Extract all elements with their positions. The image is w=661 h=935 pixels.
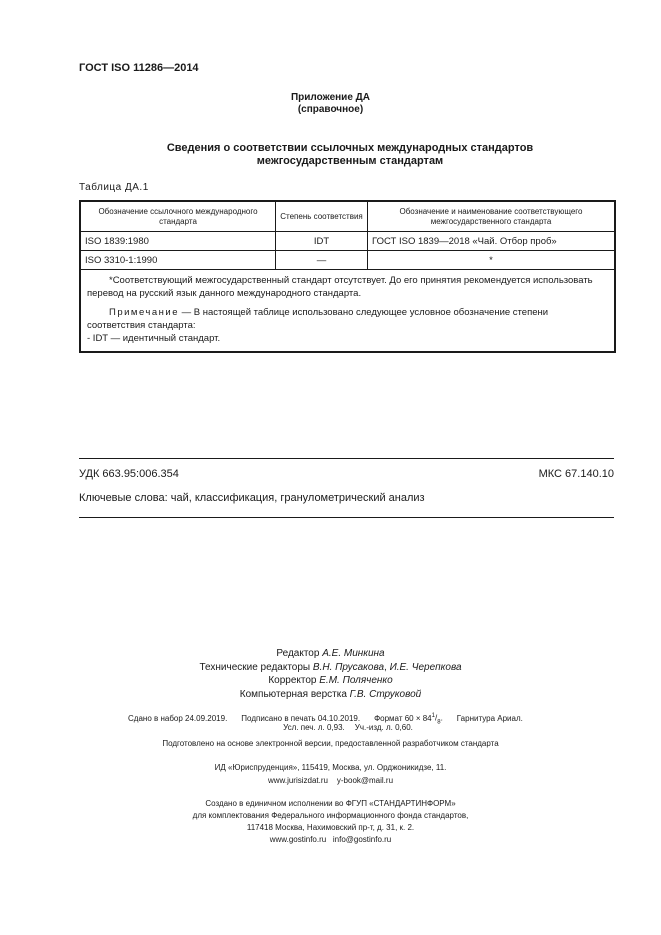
cell-interstate: * [368,251,615,270]
table-notes [81,270,615,352]
note-item: - IDT — идентичный стандарт. [87,333,221,344]
appendix-title: Приложение ДА [290,92,371,103]
table-note [87,306,608,332]
table-row [81,251,615,270]
cell-interstate: ГОСТ ISO 1839—2018 «Чай. Отбор проб» [368,232,615,251]
cell-reference: ISO 1839:1980 [81,232,276,251]
cell-degree: IDT [276,232,368,251]
cell-degree: — [276,251,368,270]
divider-bottom [79,517,614,518]
standartinform-contacts [0,834,661,846]
section-title-line-2: межгосударственным стандартам [256,155,444,167]
table-notes-row [81,270,615,352]
table-row [81,232,615,251]
table-header-row [81,202,615,232]
cell-reference: ISO 3310-1:1990 [81,251,276,270]
editor-line: Редактор А.Е. Минкина [276,648,385,659]
table-caption: Таблица ДА.1 [79,182,149,193]
tech-editors-line: Технические редакторы В.Н. Прусакова, И.Е. Черепкова [199,661,462,673]
appendix-subtitle: (справочное) [297,104,364,115]
publisher-site-link[interactable]: www.jurisizdat.ru [267,776,328,785]
section-title [120,142,580,168]
note-text: — В настоящей таблице использовано следующее условное обозначение степени соответствия стандарта: [87,307,549,331]
publication-info-line-2 [128,723,568,732]
pub-sheets: Уч.-изд. л. 0,60. [354,723,413,732]
created-line-1: Создано в единичном исполнении во ФГУП «СТАНДАРТИНФОРМ» [205,799,456,808]
udc-code: УДК 663.95:006.354 [79,468,179,480]
header-interstate-standard: Обозначение и наименование соответствующего межгосударственного стандарта [368,202,615,232]
format: Формат $60 \times 84^1/_8$. [374,713,443,726]
standartinform-address: 117418 Москва, Нахимовский пр-т, д. 31, к. 2. [246,823,415,832]
section-title-line-1: Сведения о соответствии ссылочных международных стандартов [166,142,534,154]
layout-line: Компьютерная верстка Г.В. Струковой [239,688,422,700]
publisher-contacts [0,775,661,787]
gostinfo-email-link[interactable]: info@gostinfo.ru [332,835,392,844]
signed-to-print: Подписано в печать 04.10.2019. [241,713,361,723]
table-footnote: *Соответствующий межгосударственный стандарт отсутствует. До его принятия рекомендуется использовать перевод на русский язык данного международного стандарта. [87,275,593,299]
publisher-line: ИД «Юриспруденция», 115419, Москва, ул. Орджоникидзе, 11. [214,763,447,772]
mks-code: МКС 67.140.10 [538,468,614,480]
credits-block [0,647,661,701]
created-line-2: для комплектования Федерального информационного фонда стандартов, [192,811,469,820]
note-label: Примечание [109,307,179,318]
header-correspondence-degree: Степень соответствия [276,202,368,232]
keywords: Ключевые слова: чай, классификация, гранулометрический анализ [79,492,425,504]
prepared-note: Подготовлено на основе электронной версии, предоставленной разработчиком стандарта [162,739,499,748]
corrector-line: Корректор Е.М. Поляченко [268,675,393,686]
divider-top [79,458,614,459]
typeface: Гарнитура Ариал. [456,713,523,723]
document-code: ГОСТ ISO 11286—2014 [79,62,199,74]
print-sheets: Усл. печ. л. 0,93. [283,723,345,732]
header-reference-standard: Обозначение ссылочного международного стандарта [81,202,276,232]
publisher-email-link[interactable]: y-book@mail.ru [336,776,394,785]
sent-to-set: Сдано в набор 24.09.2019. [128,713,228,723]
gostinfo-site-link[interactable]: www.gostinfo.ru [269,835,327,844]
correspondence-table [79,200,616,353]
